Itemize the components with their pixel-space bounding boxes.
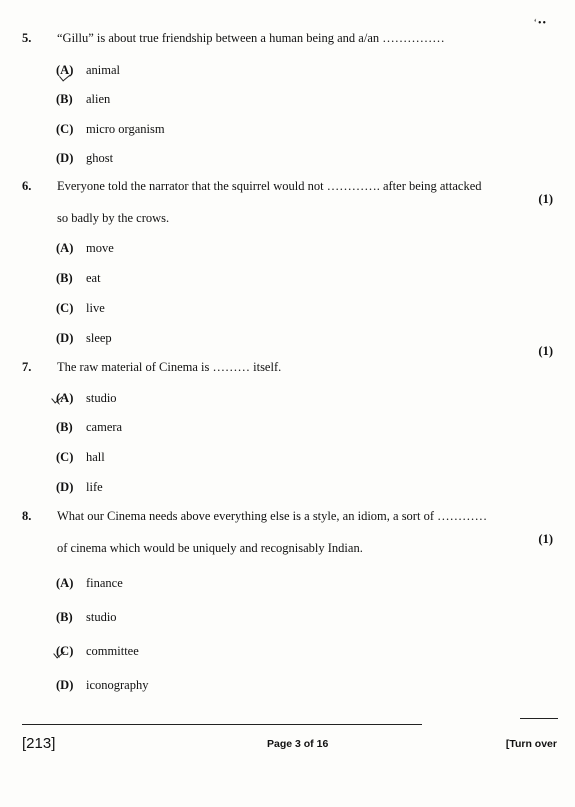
option-7c: (C) hall (56, 450, 105, 464)
question-6-mark: (1) (538, 192, 553, 206)
option-5a: (A) animal (56, 63, 121, 77)
option-8d: (D) iconography (56, 678, 149, 692)
corner-mark: ʻ•• (533, 18, 547, 29)
option-5b: (B) alien (56, 92, 111, 106)
paper-code: [213] (22, 735, 56, 752)
page-number: Page 3 of 16 (267, 738, 329, 750)
question-7-mark: (1) (538, 344, 553, 358)
option-5d: (D) ghost (56, 151, 114, 165)
option-6d: (D) sleep (56, 331, 112, 345)
option-8a: (A) finance (56, 576, 123, 590)
option-6b: (B) eat (56, 271, 101, 285)
question-8-continuation: of cinema which would be uniquely and recognisably Indian. (57, 541, 363, 555)
question-number: 8. (22, 509, 32, 523)
option-7a: (A) studio (56, 391, 117, 405)
option-6a: (A) move (56, 241, 114, 255)
question-number: 7. (22, 360, 32, 374)
option-8b: (B) studio (56, 610, 117, 624)
question-6-continuation: so badly by the crows. (57, 211, 170, 225)
option-5c: (C) micro organism (56, 122, 165, 136)
question-text: The raw material of Cinema is ……… itself. (57, 360, 282, 374)
turn-over-label: [Turn over (505, 738, 557, 750)
question-8-mark: (1) (538, 532, 553, 546)
question-text: “Gillu” is about true friendship between a human being and a/an …………… (57, 31, 445, 45)
option-6c: (C) live (56, 301, 105, 315)
question-text: Everyone told the narrator that the squirrel would not …………. after being attacked (57, 179, 482, 193)
option-8c: (C) committee (56, 644, 139, 658)
option-7d: (D) life (56, 480, 103, 494)
question-text: What our Cinema needs above everything else is a style, an idiom, a sort of ………… (57, 509, 488, 523)
option-7b: (B) camera (56, 420, 123, 434)
footer-rule (22, 724, 422, 725)
question-number: 5. (22, 31, 32, 45)
question-number: 6. (22, 179, 32, 193)
footer-rule-right (520, 718, 558, 719)
